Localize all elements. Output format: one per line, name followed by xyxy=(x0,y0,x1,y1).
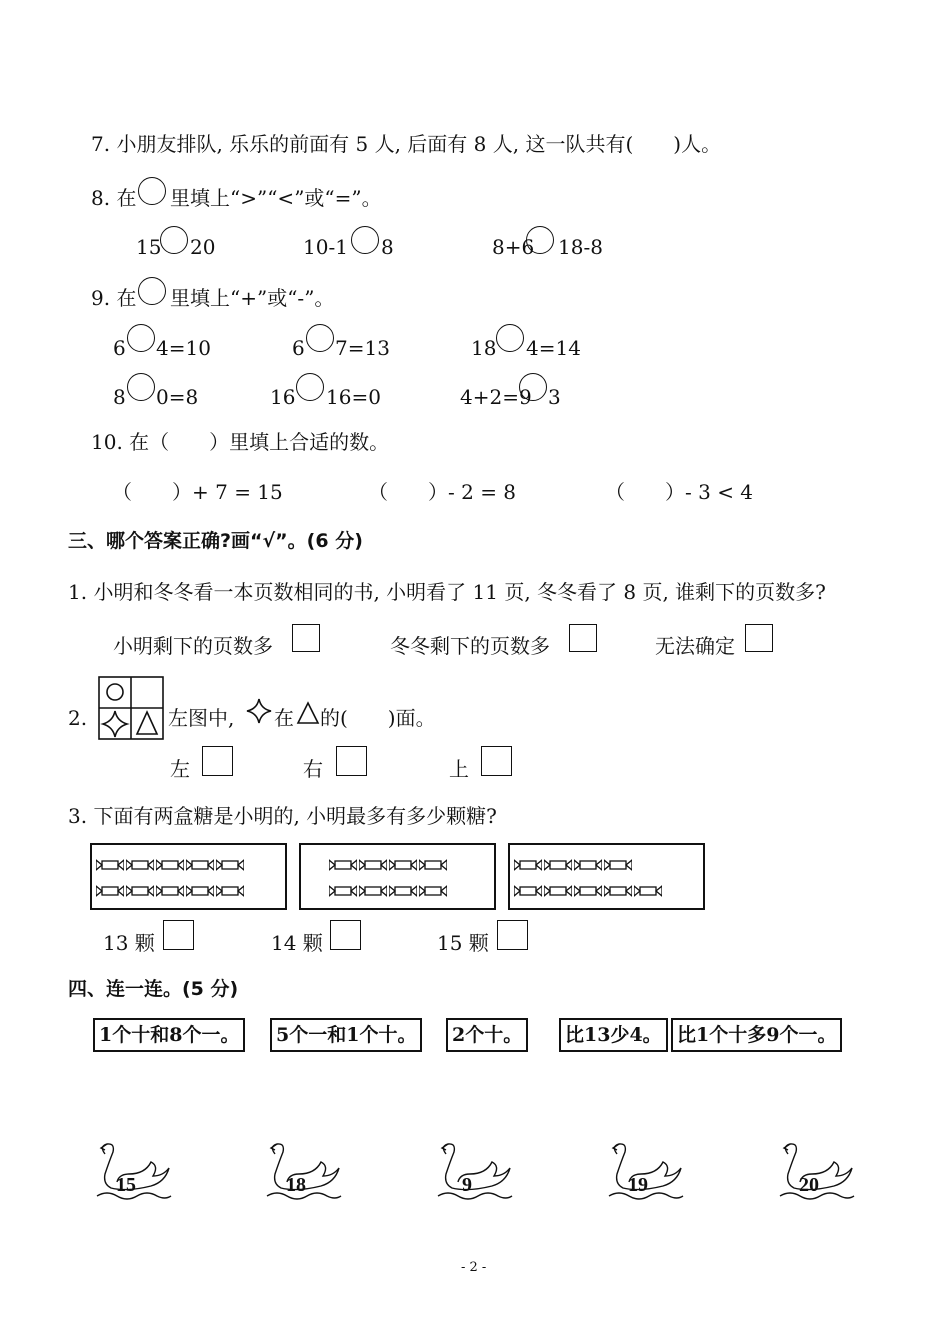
match-description-4[interactable]: 比13少4。 xyxy=(559,1018,668,1052)
swan-number: 15 xyxy=(116,1174,136,1196)
q9-r2-1-left: 8 xyxy=(113,385,126,409)
swan-2[interactable] xyxy=(263,1140,343,1210)
shape-grid-figure xyxy=(98,676,164,740)
star-icon xyxy=(246,698,272,724)
q9-r1-1-left: 6 xyxy=(113,336,126,360)
match-description-1[interactable]: 1个十和8个一。 xyxy=(93,1018,245,1052)
candy-icon xyxy=(96,883,124,902)
swan-1[interactable] xyxy=(93,1140,173,1210)
candy-icon xyxy=(574,883,602,902)
q9-r2-1-right: 0=8 xyxy=(156,385,199,409)
question-10: 10. 在（ ）里填上合适的数。 xyxy=(91,430,390,454)
answer-checkbox[interactable] xyxy=(163,920,194,950)
match-description-2[interactable]: 5个一和1个十。 xyxy=(270,1018,422,1052)
answer-checkbox[interactable] xyxy=(481,746,512,776)
candy-box-2 xyxy=(299,843,496,910)
candy-icon xyxy=(359,857,387,876)
q3-2-number: 2. xyxy=(68,706,88,730)
candy-icon xyxy=(329,883,357,902)
question-7: 7. 小朋友排队, 乐乐的前面有 5 人, 后面有 8 人, 这一队共有( )人。 xyxy=(91,132,722,156)
q3-2-text-after: 的( )面。 xyxy=(320,706,436,730)
q3-2-text-before: 左图中, xyxy=(168,706,235,730)
q9-r2-3-circle[interactable] xyxy=(519,373,547,401)
candy-icon xyxy=(544,857,572,876)
swan-number: 19 xyxy=(628,1174,648,1196)
candy-icon xyxy=(186,857,214,876)
candy-icon xyxy=(216,857,244,876)
candy-icon xyxy=(156,883,184,902)
candy-icon xyxy=(156,857,184,876)
q10-item-2: （ ）- 2 = 8 xyxy=(368,480,517,504)
blank-circle[interactable] xyxy=(138,277,166,305)
q9-r2-3-left: 4+2=9 xyxy=(460,385,532,409)
q8-item-2-left: 10-1 xyxy=(303,235,348,259)
blank-circle[interactable] xyxy=(138,177,166,205)
candy-icon xyxy=(514,857,542,876)
candy-icon xyxy=(634,883,662,902)
candy-icon xyxy=(604,883,632,902)
q3-1-option-1: 小明剩下的页数多 xyxy=(113,634,273,658)
q9-r1-3-circle[interactable] xyxy=(496,324,524,352)
q10-item-1: （ ）+ 7 = 15 xyxy=(112,480,283,504)
section-3-heading: 三、哪个答案正确?画“√”。(6 分) xyxy=(68,530,363,552)
swan-4[interactable] xyxy=(605,1140,685,1210)
q9-r2-1-circle[interactable] xyxy=(127,373,155,401)
candy-icon xyxy=(389,883,417,902)
q8-item-3-circle[interactable] xyxy=(526,226,554,254)
question-9-after: 里填上“+”或“-”。 xyxy=(170,286,335,310)
q3-3-option-3: 15 颗 xyxy=(437,931,489,955)
swan-number: 18 xyxy=(286,1174,306,1196)
candy-icon xyxy=(419,857,447,876)
answer-checkbox[interactable] xyxy=(497,920,528,950)
q8-item-1-circle[interactable] xyxy=(160,226,188,254)
candy-icon xyxy=(126,857,154,876)
q9-r2-2-right: 16=0 xyxy=(326,385,381,409)
swan-number: 20 xyxy=(799,1174,819,1196)
section-3-question-1: 1. 小明和冬冬看一本页数相同的书, 小明看了 11 页, 冬冬看了 8 页, 谁剩下的页数多? xyxy=(68,580,826,604)
answer-checkbox[interactable] xyxy=(292,624,320,652)
candy-icon xyxy=(419,883,447,902)
candy-icon xyxy=(389,857,417,876)
question-8-after: 里填上“>”“<”或“=”。 xyxy=(170,186,382,210)
match-description-5[interactable]: 比1个十多9个一。 xyxy=(671,1018,842,1052)
candy-icon xyxy=(126,883,154,902)
q3-1-option-2: 冬冬剩下的页数多 xyxy=(390,634,550,658)
swan-5[interactable] xyxy=(776,1140,856,1210)
q8-item-1-left: 15 xyxy=(136,235,162,259)
q3-2-text-middle: 在 xyxy=(274,706,294,730)
q8-item-2-right: 8 xyxy=(381,235,394,259)
swan-3[interactable] xyxy=(434,1140,514,1210)
q9-r1-1-circle[interactable] xyxy=(127,324,155,352)
candy-icon xyxy=(96,857,124,876)
q3-3-option-1: 13 颗 xyxy=(103,931,155,955)
candy-box-3 xyxy=(508,843,705,910)
match-description-3[interactable]: 2个十。 xyxy=(446,1018,528,1052)
q3-1-option-3: 无法确定 xyxy=(655,634,735,658)
answer-checkbox[interactable] xyxy=(336,746,367,776)
answer-checkbox[interactable] xyxy=(745,624,773,652)
section-4-heading: 四、连一连。(5 分) xyxy=(68,978,239,1000)
page-number: - 2 - xyxy=(461,1260,487,1275)
answer-checkbox[interactable] xyxy=(330,920,361,950)
q3-2-option-3: 上 xyxy=(449,757,469,781)
q3-2-option-1: 左 xyxy=(170,757,190,781)
candy-icon xyxy=(359,883,387,902)
question-8-before: 8. 在 xyxy=(91,186,137,210)
candy-icon xyxy=(329,857,357,876)
q10-item-3: （ ）- 3 < 4 xyxy=(605,480,754,504)
candy-icon xyxy=(574,857,602,876)
q9-r1-3-left: 18 xyxy=(471,336,497,360)
q9-r1-2-right: 7=13 xyxy=(335,336,390,360)
q9-r2-2-circle[interactable] xyxy=(296,373,324,401)
q9-r1-3-right: 4=14 xyxy=(526,336,581,360)
candy-icon xyxy=(216,883,244,902)
q9-r1-2-circle[interactable] xyxy=(306,324,334,352)
answer-checkbox[interactable] xyxy=(569,624,597,652)
question-9-before: 9. 在 xyxy=(91,286,137,310)
triangle-icon xyxy=(296,701,320,725)
q9-r2-2-left: 16 xyxy=(270,385,296,409)
q9-r1-1-right: 4=10 xyxy=(156,336,211,360)
candy-box-1 xyxy=(90,843,287,910)
candy-icon xyxy=(604,857,632,876)
q8-item-3-right: 18-8 xyxy=(558,235,603,259)
q3-3-option-2: 14 颗 xyxy=(271,931,323,955)
candy-icon xyxy=(544,883,572,902)
q8-item-2-circle[interactable] xyxy=(351,226,379,254)
q9-r1-2-left: 6 xyxy=(292,336,305,360)
section-3-question-3: 3. 下面有两盒糖是小明的, 小明最多有多少颗糖? xyxy=(68,804,497,828)
q3-2-option-2: 右 xyxy=(303,757,323,781)
answer-checkbox[interactable] xyxy=(202,746,233,776)
q8-item-3-left: 8+6 xyxy=(492,235,535,259)
q8-item-1-right: 20 xyxy=(190,235,216,259)
swan-number: 9 xyxy=(462,1174,472,1196)
candy-icon xyxy=(186,883,214,902)
candy-icon xyxy=(514,883,542,902)
q9-r2-3-right: 3 xyxy=(548,385,561,409)
